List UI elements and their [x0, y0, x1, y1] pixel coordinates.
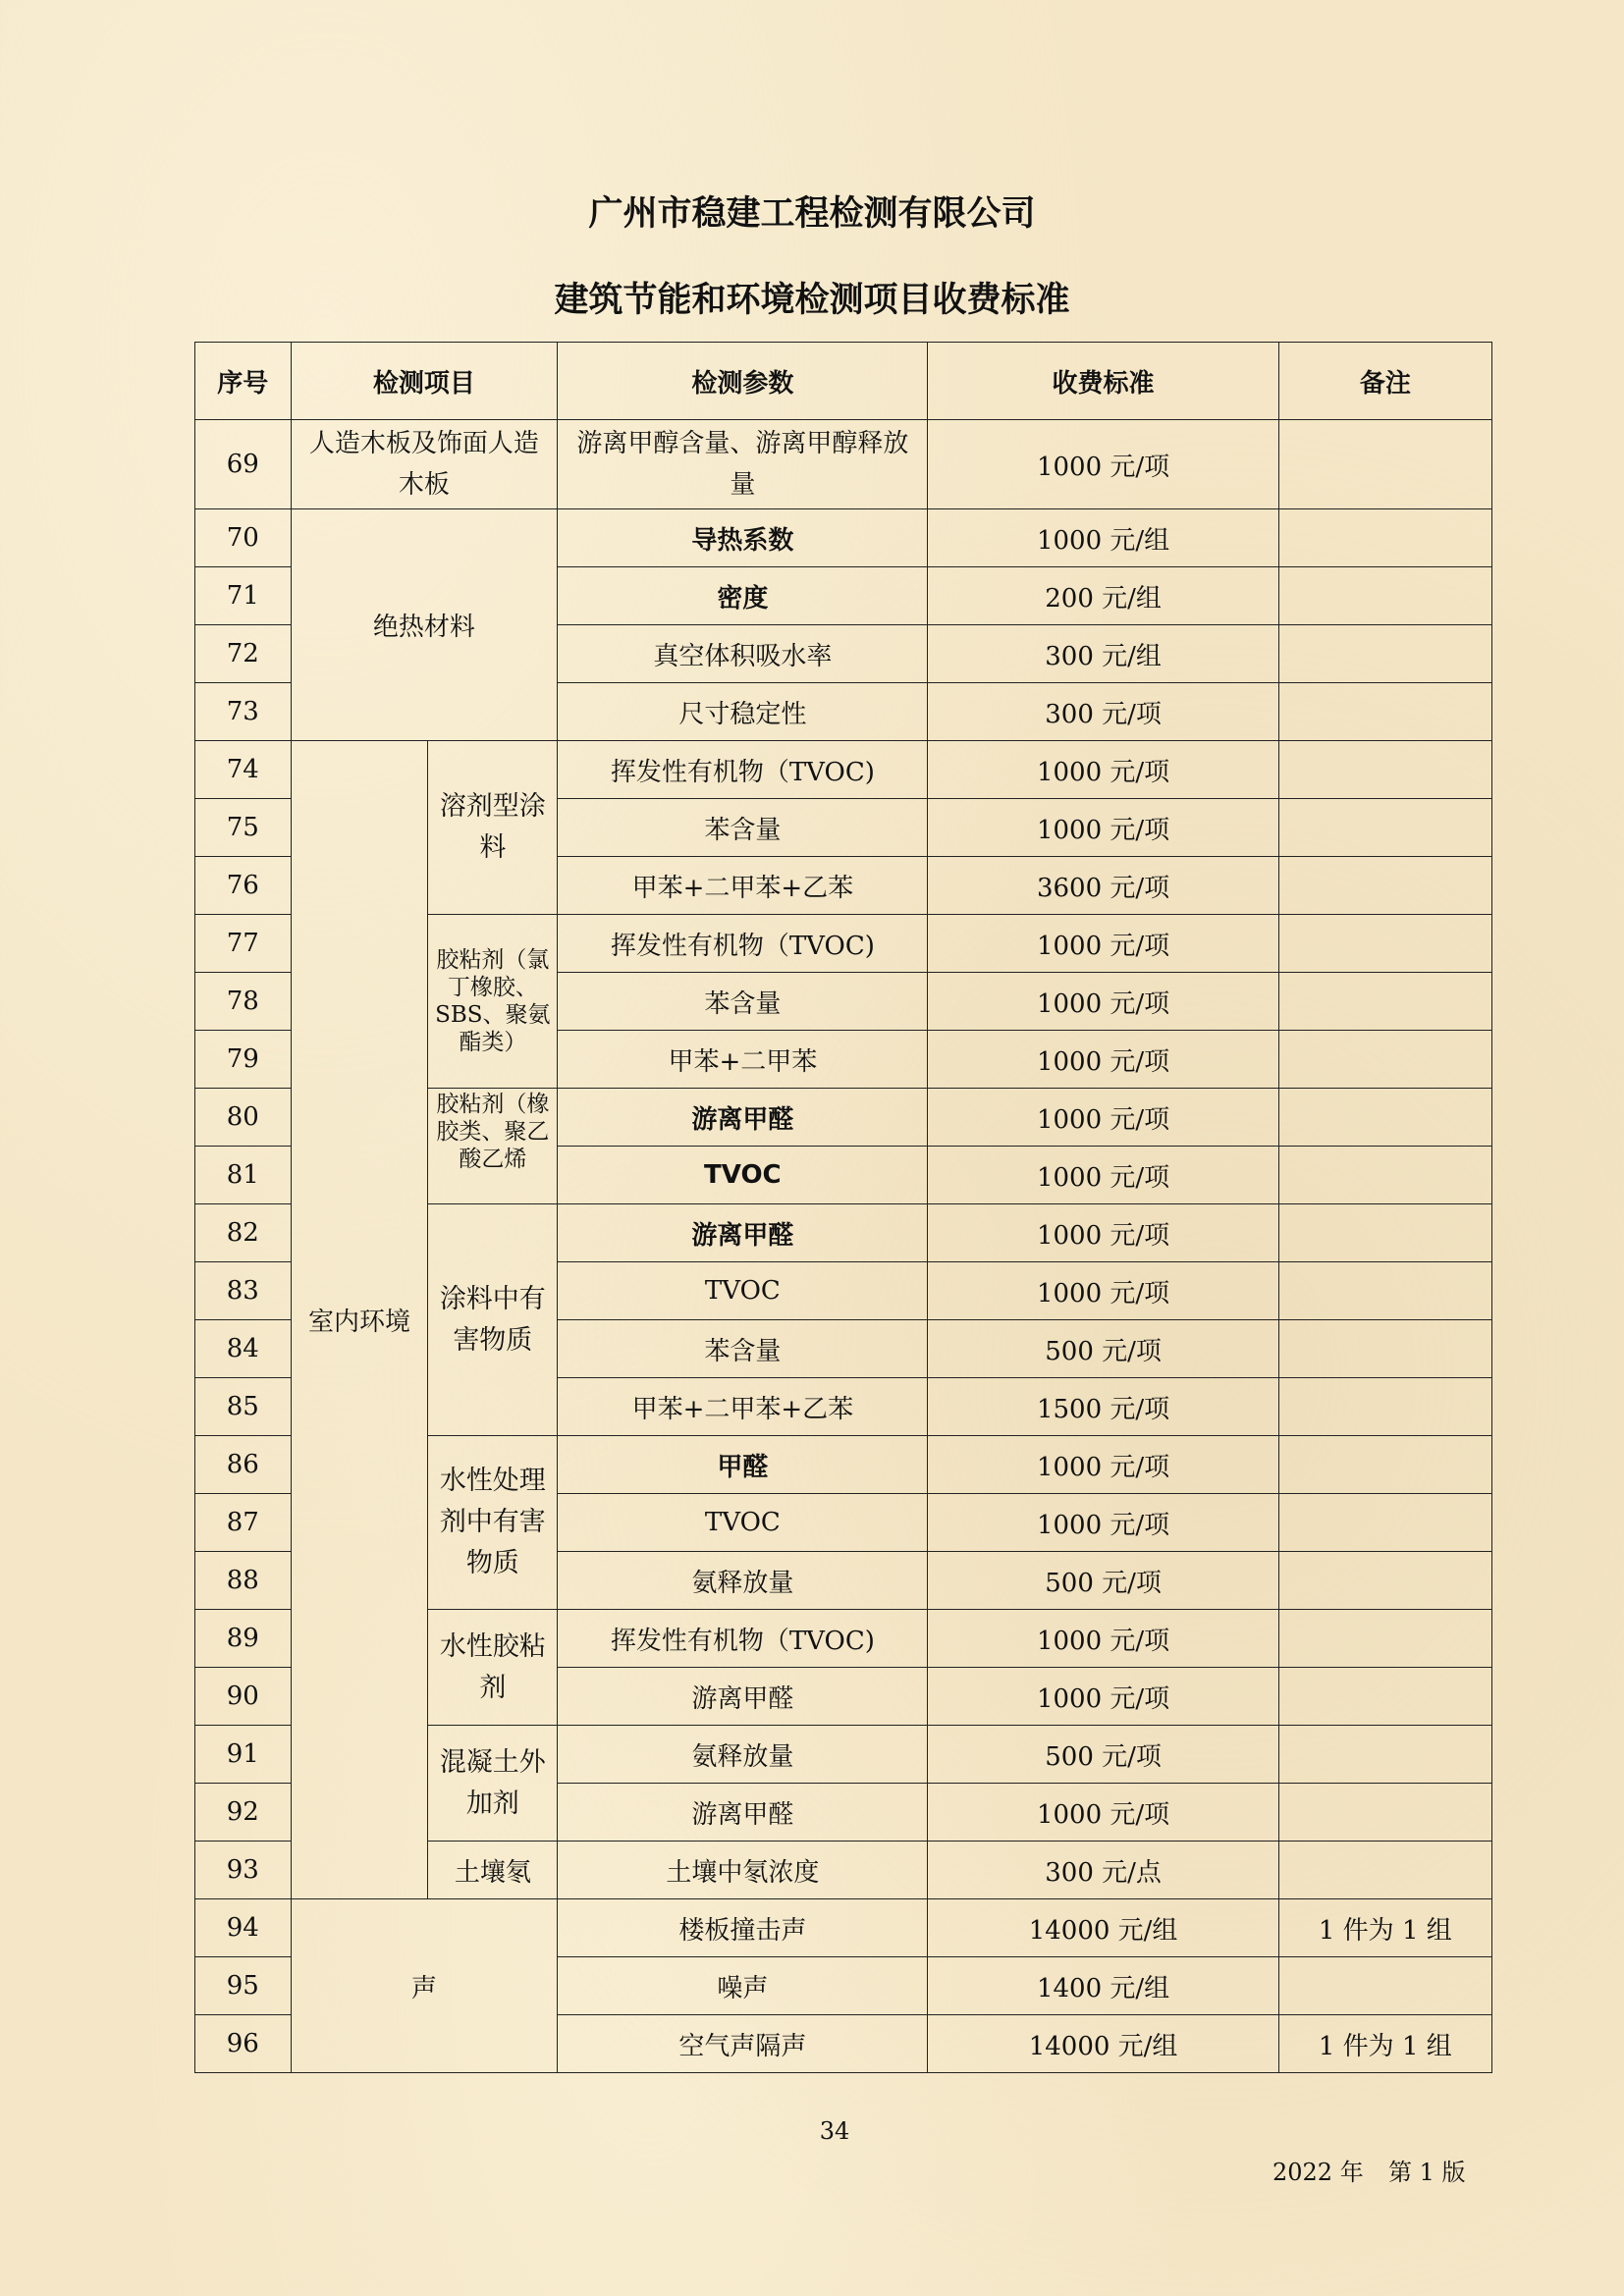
header-no: 序号: [195, 343, 292, 420]
row-no: 96: [195, 2015, 292, 2073]
row-param: TVOC: [558, 1147, 928, 1204]
group-label: 人造木板及饰面人造木板: [291, 420, 558, 509]
row-param: 游离甲醇含量、游离甲醇释放量: [558, 420, 928, 509]
row-note: [1278, 1957, 1491, 2015]
row-fee: 300 元/组: [928, 625, 1278, 683]
row-param: 密度: [558, 567, 928, 625]
row-param: 甲苯+二甲苯: [558, 1031, 928, 1089]
footer-year: 2022 年: [1272, 2159, 1364, 2186]
row-note: [1278, 567, 1491, 625]
header-item: 检测项目: [291, 343, 558, 420]
subgroup-label: 溶剂型涂料: [428, 741, 558, 915]
row-fee: 1000 元/项: [928, 1494, 1278, 1552]
row-fee: 1500 元/项: [928, 1378, 1278, 1436]
row-fee: 1000 元/项: [928, 973, 1278, 1031]
row-no: 83: [195, 1262, 292, 1320]
row-no: 95: [195, 1957, 292, 2015]
row-note: [1278, 1262, 1491, 1320]
table-row: [195, 741, 1492, 799]
row-no: 82: [195, 1204, 292, 1262]
row-note: 1 件为 1 组: [1278, 1899, 1491, 1957]
row-param: 导热系数: [558, 509, 928, 567]
row-note: 1 件为 1 组: [1278, 2015, 1491, 2073]
row-no: 94: [195, 1899, 292, 1957]
row-no: 87: [195, 1494, 292, 1552]
row-fee: 1000 元/组: [928, 509, 1278, 567]
row-fee: 300 元/点: [928, 1842, 1278, 1899]
row-note: [1278, 683, 1491, 741]
row-note: [1278, 1494, 1491, 1552]
fee-table: [194, 342, 1492, 2073]
row-note: [1278, 1784, 1491, 1842]
row-param: 挥发性有机物（TVOC): [558, 1610, 928, 1668]
row-param: 甲苯+二甲苯+乙苯: [558, 1378, 928, 1436]
row-fee: 1000 元/项: [928, 1089, 1278, 1147]
subgroup-label: 水性胶粘剂: [428, 1610, 558, 1726]
header-fee: 收费标准: [928, 343, 1278, 420]
row-fee: 200 元/组: [928, 567, 1278, 625]
row-note: [1278, 1726, 1491, 1784]
row-no: 80: [195, 1089, 292, 1147]
document-title: 建筑节能和环境检测项目收费标准: [554, 281, 1070, 320]
row-note: [1278, 1552, 1491, 1610]
row-no: 91: [195, 1726, 292, 1784]
table-header-row: [195, 343, 1492, 420]
row-fee: 1000 元/项: [928, 741, 1278, 799]
row-note: [1278, 915, 1491, 973]
subgroup-label: 胶粘剂（橡胶类、聚乙酸乙烯: [436, 1092, 550, 1172]
row-fee: 1000 元/项: [928, 1147, 1278, 1204]
row-no: 89: [195, 1610, 292, 1668]
row-note: [1278, 799, 1491, 857]
row-note: [1278, 1031, 1491, 1089]
row-fee: 1000 元/项: [928, 1204, 1278, 1262]
row-no: 88: [195, 1552, 292, 1610]
row-fee: 500 元/项: [928, 1552, 1278, 1610]
row-note: [1278, 1436, 1491, 1494]
row-no: 71: [195, 567, 292, 625]
row-fee: 1000 元/项: [928, 799, 1278, 857]
row-param: 土壤中氡浓度: [558, 1842, 928, 1899]
row-note: [1278, 741, 1491, 799]
row-no: 74: [195, 741, 292, 799]
subgroup-label: 涂料中有害物质: [428, 1204, 558, 1436]
row-note: [1278, 1668, 1491, 1726]
subgroup-label: 混凝土外加剂: [428, 1726, 558, 1842]
row-no: 78: [195, 973, 292, 1031]
subgroup-cell: [428, 915, 558, 1089]
subgroup-label: 土壤氡: [428, 1842, 558, 1899]
row-note: [1278, 1842, 1491, 1899]
row-fee: 1000 元/项: [928, 420, 1278, 509]
row-note: [1278, 1610, 1491, 1668]
table-row: [195, 420, 1492, 509]
row-no: 72: [195, 625, 292, 683]
row-note: [1278, 1378, 1491, 1436]
row-no: 86: [195, 1436, 292, 1494]
row-no: 81: [195, 1147, 292, 1204]
row-no: 70: [195, 509, 292, 567]
row-no: 84: [195, 1320, 292, 1378]
row-fee: 300 元/项: [928, 683, 1278, 741]
row-fee: 1000 元/项: [928, 1436, 1278, 1494]
row-param: 苯含量: [558, 1320, 928, 1378]
group-label: 声: [291, 1899, 558, 2073]
group-label: 绝热材料: [291, 509, 558, 741]
row-fee: 1000 元/项: [928, 1262, 1278, 1320]
row-note: [1278, 1320, 1491, 1378]
row-no: 76: [195, 857, 292, 915]
row-param: 挥发性有机物（TVOC): [558, 741, 928, 799]
row-no: 93: [195, 1842, 292, 1899]
row-fee: 500 元/项: [928, 1726, 1278, 1784]
row-no: 92: [195, 1784, 292, 1842]
group-label: 室内环境: [291, 741, 428, 1899]
row-fee: 1000 元/项: [928, 1784, 1278, 1842]
row-note: [1278, 509, 1491, 567]
row-fee: 14000 元/组: [928, 2015, 1278, 2073]
row-param: 甲醛: [558, 1436, 928, 1494]
row-param: 噪声: [558, 1957, 928, 2015]
row-fee: 500 元/项: [928, 1320, 1278, 1378]
row-param: 氨释放量: [558, 1552, 928, 1610]
subgroup-label: 胶粘剂（氯丁橡胶、SBS、聚氨酯类）: [435, 947, 551, 1055]
row-note: [1278, 1089, 1491, 1147]
row-param: 尺寸稳定性: [558, 683, 928, 741]
row-fee: 1400 元/组: [928, 1957, 1278, 2015]
row-note: [1278, 1204, 1491, 1262]
row-fee: 3600 元/项: [928, 857, 1278, 915]
row-param: 游离甲醛: [558, 1668, 928, 1726]
row-no: 69: [195, 420, 292, 509]
row-note: [1278, 420, 1491, 509]
row-fee: 1000 元/项: [928, 1610, 1278, 1668]
row-note: [1278, 973, 1491, 1031]
header-param: 检测参数: [558, 343, 928, 420]
row-param: 楼板撞击声: [558, 1899, 928, 1957]
row-fee: 1000 元/项: [928, 1031, 1278, 1089]
row-param: 苯含量: [558, 799, 928, 857]
row-param: 空气声隔声: [558, 2015, 928, 2073]
row-param: TVOC: [558, 1494, 928, 1552]
row-no: 90: [195, 1668, 292, 1726]
row-param: 游离甲醛: [558, 1089, 928, 1147]
row-no: 77: [195, 915, 292, 973]
row-param: 挥发性有机物（TVOC): [558, 915, 928, 973]
row-no: 75: [195, 799, 292, 857]
row-param: 游离甲醛: [558, 1204, 928, 1262]
subgroup-label: 水性处理剂中有害物质: [428, 1436, 558, 1610]
row-param: 氨释放量: [558, 1726, 928, 1784]
row-fee: 1000 元/项: [928, 915, 1278, 973]
row-note: [1278, 857, 1491, 915]
page-number: 34: [819, 2117, 850, 2145]
subgroup-cell: [428, 1089, 558, 1204]
table-row: [195, 509, 1492, 567]
row-note: [1278, 1147, 1491, 1204]
company-title: 广州市稳建工程检测有限公司: [588, 194, 1036, 234]
table-row: [195, 1899, 1492, 1957]
row-note: [1278, 625, 1491, 683]
header-note: 备注: [1278, 343, 1491, 420]
row-param: 苯含量: [558, 973, 928, 1031]
row-param: TVOC: [558, 1262, 928, 1320]
row-no: 79: [195, 1031, 292, 1089]
row-param: 真空体积吸水率: [558, 625, 928, 683]
row-no: 73: [195, 683, 292, 741]
row-fee: 1000 元/项: [928, 1668, 1278, 1726]
row-param: 游离甲醛: [558, 1784, 928, 1842]
footer-edition: 第 1 版: [1388, 2159, 1466, 2186]
row-param: 甲苯+二甲苯+乙苯: [558, 857, 928, 915]
row-no: 85: [195, 1378, 292, 1436]
row-fee: 14000 元/组: [928, 1899, 1278, 1957]
